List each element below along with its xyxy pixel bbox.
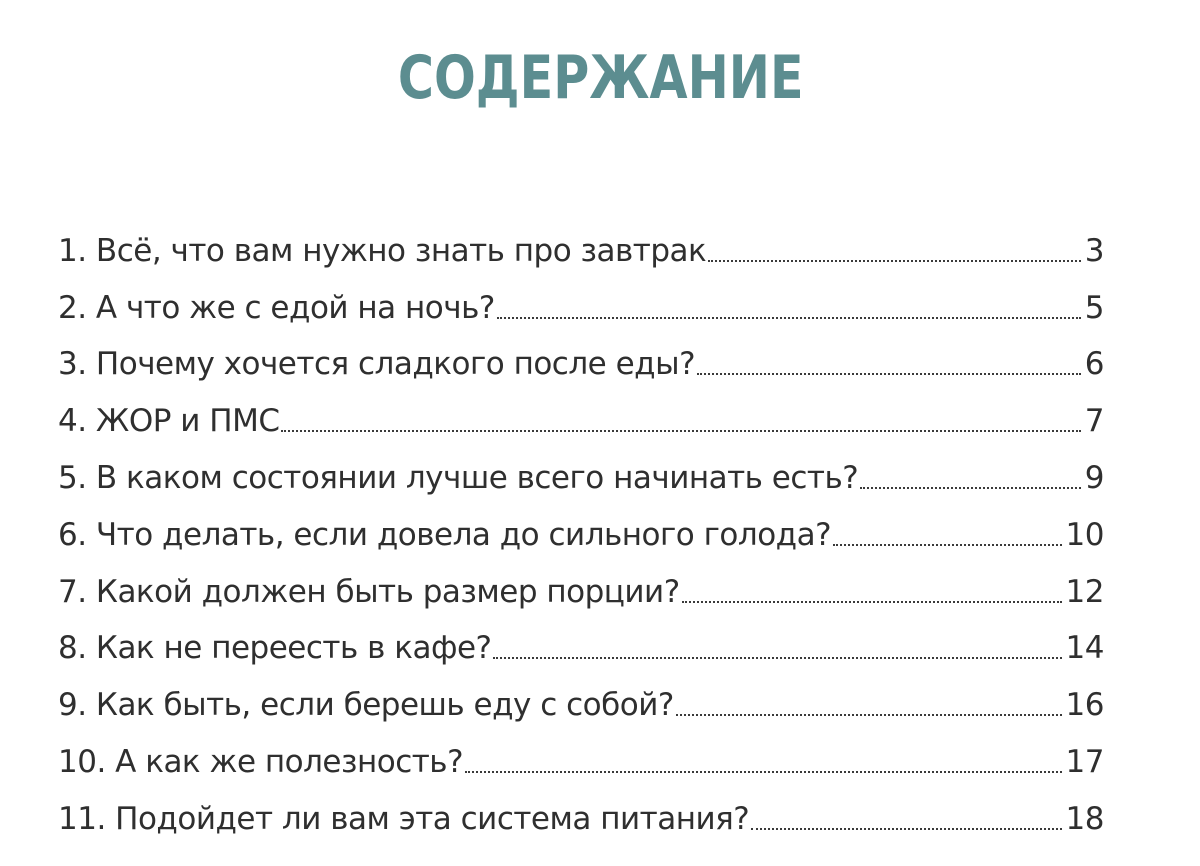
toc-entry-label: 10. А как же полезность? [58,743,464,780]
dot-leader [682,601,1062,603]
toc-entry[interactable] [58,731,1104,788]
dot-leader [860,487,1081,489]
toc-entry[interactable] [58,561,1104,618]
toc-entry-label: 1. Всё, что вам нужно знать про завтрак [58,232,707,269]
toc-entry-label: 4. ЖОР и ПМС [58,403,280,440]
toc-entry-page: 18 [1065,800,1104,837]
toc-entry[interactable] [58,674,1104,731]
toc-entry[interactable] [58,390,1104,447]
toc-entry-page: 9 [1084,459,1104,496]
toc-entry[interactable] [58,788,1104,845]
toc-entry-label: 6. Что делать, если довела до сильного голода? [58,516,832,553]
dot-leader [281,430,1080,432]
dot-leader [708,260,1081,262]
toc-entry-page: 7 [1084,403,1104,440]
toc-entry-page: 6 [1084,346,1104,383]
toc-entry[interactable] [58,220,1104,277]
toc-entry[interactable] [58,618,1104,675]
toc-entry-label: 5. В каком состоянии лучше всего начинать есть? [58,459,859,496]
dot-leader [465,771,1062,773]
toc-entry-page: 14 [1065,630,1104,667]
page-title: СОДЕРЖАНИЕ [397,43,804,113]
toc-entry-page: 5 [1084,289,1104,326]
toc-entry[interactable] [58,447,1104,504]
toc-entry-page: 10 [1065,516,1104,553]
dot-leader [676,714,1062,716]
toc-entry[interactable] [58,334,1104,391]
toc-entry-label: 11. Подойдет ли вам эта система питания? [58,800,750,837]
dot-leader [751,828,1061,830]
toc-entry-label: 2. А что же с едой на ночь? [58,289,495,326]
toc-entry-label: 7. Какой должен быть размер порции? [58,573,680,610]
dot-leader [493,657,1061,659]
toc-entry[interactable] [58,504,1104,561]
table-of-contents [58,220,1104,845]
toc-entry-label: 3. Почему хочется сладкого после еды? [58,346,696,383]
toc-entry-label: 8. Как не переесть в кафе? [58,630,492,667]
toc-entry-page: 17 [1065,743,1104,780]
dot-leader [497,317,1081,319]
toc-entry-page: 16 [1065,687,1104,724]
dot-leader [697,373,1081,375]
dot-leader [833,544,1062,546]
toc-entry[interactable] [58,277,1104,334]
toc-entry-page: 12 [1065,573,1104,610]
toc-entry-page: 3 [1084,232,1104,269]
toc-entry-label: 9. Как быть, если берешь еду с собой? [58,687,674,724]
